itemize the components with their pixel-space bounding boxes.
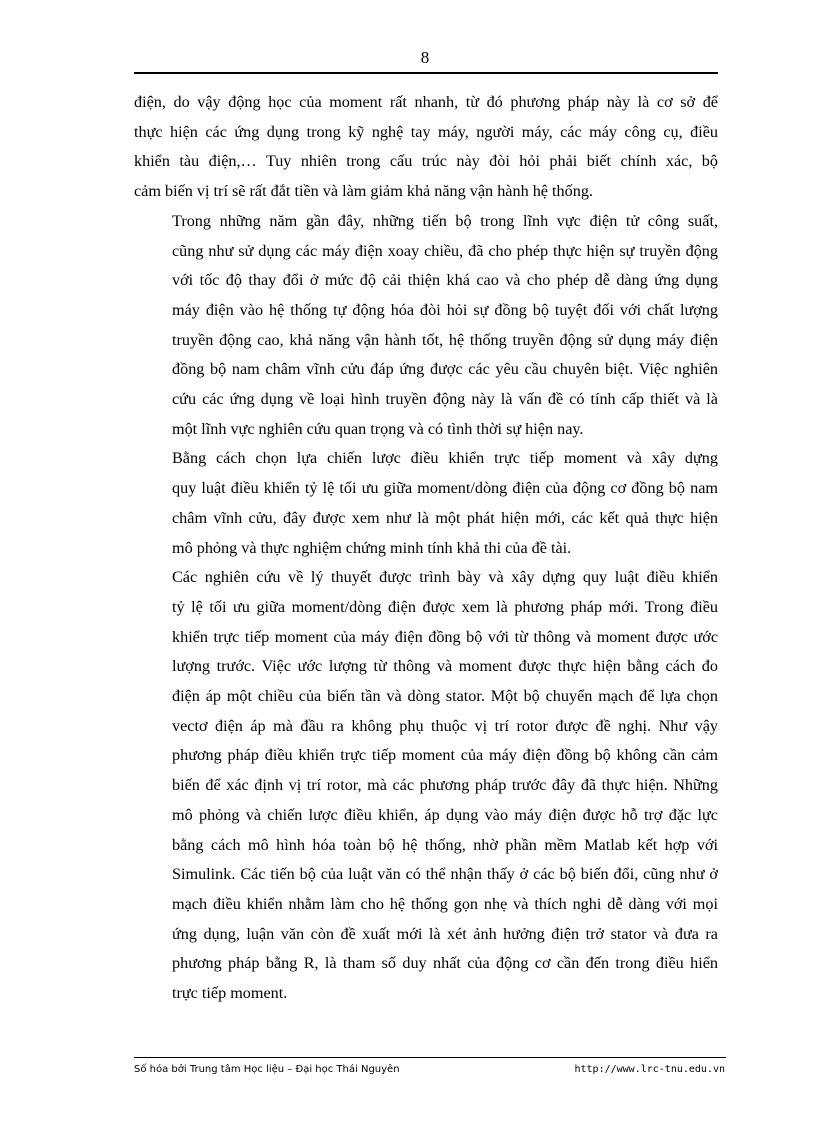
text-line: châm vĩnh cửu, đây được xem như là một phát hiện mới, các kết quả thực hiện	[172, 508, 718, 527]
text-line: đồng bộ nam châm vĩnh cửu đáp ứng được các yêu cầu chuyên biệt. Việc nghiên	[172, 360, 718, 379]
header-divider	[134, 72, 718, 74]
text-line: bằng cách mô hình hóa toàn bộ hệ thống, nhờ phần mềm Matlab kết hợp với	[172, 835, 718, 854]
text-line: với tốc độ thay đổi ở mức độ cải thiện khá cao và cho phép dễ dàng ứng dụng	[172, 271, 718, 290]
paragraph	[134, 563, 718, 1009]
paragraph	[134, 88, 718, 207]
text-line: cảm biến vị trí sẽ rất đắt tiền và làm giảm khả năng vận hành hệ thống.	[134, 182, 593, 201]
page-number: 8	[420, 48, 430, 67]
text-line: Simulink. Các tiến bộ của luật văn có thể nhận thấy ở các bộ biến đổi, cũng như ở	[172, 865, 718, 884]
text-line: vectơ điện áp mà đầu ra không phụ thuộc vị trí rotor được đề nghị. Như vậy	[172, 716, 718, 735]
text-line: biến để xác định vị trí rotor, mà các phương pháp trước đây đã thực hiện. Những	[172, 776, 718, 795]
text-line: truyền động cao, khả năng vận hành tốt, hệ thống truyền động sử dụng máy điện	[172, 330, 718, 349]
text-line: điện, do vậy động học của moment rất nhanh, từ đó phương pháp này là cơ sở để	[134, 93, 718, 111]
text-line: khiển trực tiếp moment của máy điện đồng bộ với từ thông và moment được ước	[172, 627, 718, 646]
text-line: máy điện vào hệ thống tự động hóa đòi hỏi sự đồng bộ tuyệt đối với chất lượng	[172, 300, 718, 319]
text-line: Bằng cách chọn lựa chiến lược điều khiển trực tiếp moment và xây dựng	[172, 449, 718, 468]
text-line: cũng như sử dụng các máy điện xoay chiều, đã cho phép thực hiện sự truyền động	[172, 241, 718, 260]
text-line: tỷ lệ tối ưu giữa moment/dòng điện được xem là phương pháp mới. Trong điều	[172, 597, 718, 616]
text-line: quy luật điều khiển tỷ lệ tối ưu giữa moment/dòng điện của động cơ đồng bộ nam	[172, 479, 718, 498]
text-line: mô phỏng và thực nghiệm chứng minh tính khả thi của đề tài.	[172, 538, 572, 557]
footer-credit: Số hóa bởi Trung tâm Học liệu – Đại học Thái Nguyên	[134, 1064, 400, 1075]
text-line: cứu các ứng dụng về loại hình truyền động này là vấn đề có tính cấp thiết và là	[172, 390, 718, 409]
footer-url[interactable]: http://www.lrc-tnu.edu.vn	[574, 1064, 725, 1075]
text-line: ứng dụng, luận văn còn đề xuất mới là xét ảnh hưởng điện trở stator và đưa ra	[172, 924, 718, 943]
body-text	[134, 88, 718, 1009]
text-line: Các nghiên cứu về lý thuyết được trình bày và xây dựng quy luật điều khiển	[172, 568, 718, 587]
text-line: phương pháp điều khiển trực tiếp moment của máy điện đồng bộ không cần cảm	[172, 746, 718, 765]
text-line: phương pháp bằng R, là tham số duy nhất của động cơ cần đến trong điều hiển	[172, 954, 718, 973]
text-line: một lĩnh vực nghiên cứu quan trọng và có tình thời sự hiện nay.	[172, 419, 584, 438]
text-line: trực tiếp moment.	[172, 984, 288, 1003]
text-line: thực hiện các ứng dụng trong kỹ nghệ tay máy, người máy, các máy công cụ, điều	[134, 122, 718, 141]
footer-divider	[134, 1057, 726, 1058]
paragraph	[134, 207, 718, 445]
text-line: điện áp một chiều của biến tần và dòng stator. Một bộ chuyển mạch để lựa chọn	[172, 687, 718, 706]
text-line: mô phỏng và chiến lược điều khiển, áp dụng vào máy điện được hỗ trợ đặc lực	[172, 805, 718, 824]
text-line: lượng trước. Việc ước lượng từ thông và moment được thực hiện bằng cách đo	[172, 657, 718, 676]
paragraph	[134, 444, 718, 563]
text-line: khiển tàu điện,… Tuy nhiên trong cấu trúc này đòi hỏi phải biết chính xác, bộ	[134, 152, 718, 171]
text-line: Trong những năm gần đây, những tiến bộ trong lĩnh vực điện tử công suất,	[172, 211, 718, 230]
text-line: mạch điều khiển nhằm làm cho hệ thống gọn nhẹ và thích nghi dễ dàng với mọi	[172, 894, 718, 913]
